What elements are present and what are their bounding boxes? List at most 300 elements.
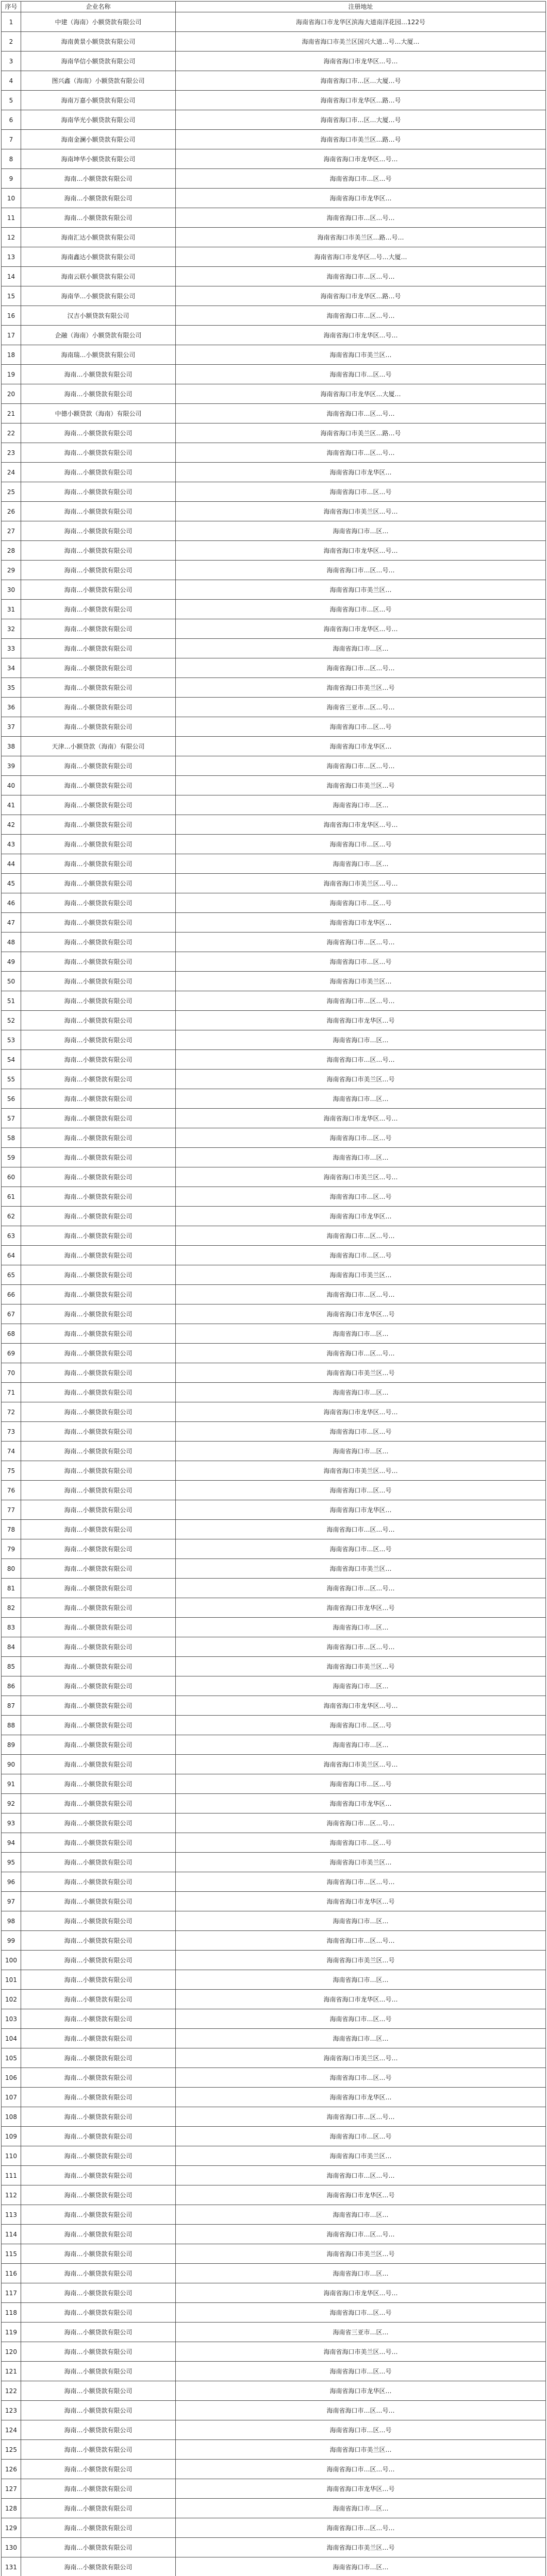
table-row (2, 1755, 546, 1774)
registered-address: 海南省海口市龙华区…路…号 (176, 91, 546, 110)
row-index: 39 (2, 756, 21, 776)
row-index: 101 (2, 1970, 21, 1990)
company-name: 海南…小额贷款有限公司 (21, 1285, 176, 1304)
registered-address: 海南省海口市…区…号 (176, 1833, 546, 1853)
company-name: 海南…小额贷款有限公司 (21, 776, 176, 795)
table-row (2, 208, 546, 228)
table-row (2, 169, 546, 189)
table-row (2, 2557, 546, 2576)
company-name: 海南…小额贷款有限公司 (21, 1931, 176, 1951)
table-row (2, 2283, 546, 2303)
company-name: 海南…小额贷款有限公司 (21, 1579, 176, 1598)
company-name: 海南…小额贷款有限公司 (21, 1657, 176, 1676)
row-index: 130 (2, 2538, 21, 2557)
row-index: 72 (2, 1402, 21, 1422)
table-row (2, 1735, 546, 1755)
row-index: 110 (2, 2146, 21, 2166)
company-name: 海南…小额贷款有限公司 (21, 463, 176, 482)
table-row (2, 835, 546, 854)
company-name: 海南…小额贷款有限公司 (21, 1187, 176, 1207)
registered-address: 海南省海口市美兰区… (176, 972, 546, 991)
registered-address: 海南省海口市龙华区…号… (176, 1696, 546, 1716)
row-index: 98 (2, 1911, 21, 1931)
registered-address: 海南省海口市龙华区…号… (176, 815, 546, 835)
table-row (2, 737, 546, 756)
table-row (2, 2088, 546, 2107)
company-name: 海南…小额贷款有限公司 (21, 1755, 176, 1774)
table-header (2, 2, 546, 12)
table-row (2, 228, 546, 247)
registered-address: 海南省海口市…区…大厦…号 (176, 110, 546, 130)
registered-address: 海南省海口市美兰区…路…号 (176, 130, 546, 149)
registered-address: 海南省海口市美兰区…号 (176, 1657, 546, 1676)
row-index: 45 (2, 874, 21, 893)
company-name: 海南…小额贷款有限公司 (21, 1461, 176, 1481)
company-name: 海南…小额贷款有限公司 (21, 678, 176, 698)
registered-address: 海南省海口市美兰区…号 (176, 776, 546, 795)
registered-address: 海南省海口市…区…号 (176, 2420, 546, 2440)
registered-address: 海南省海口市…区… (176, 1911, 546, 1931)
table-row (2, 2420, 546, 2440)
table-row (2, 2440, 546, 2460)
table-row (2, 91, 546, 110)
row-index: 23 (2, 443, 21, 463)
registered-address: 海南省海口市…区…号… (176, 1520, 546, 1539)
company-name: 海南…小额贷款有限公司 (21, 1070, 176, 1089)
row-index: 16 (2, 306, 21, 326)
row-index: 90 (2, 1755, 21, 1774)
row-index: 61 (2, 1187, 21, 1207)
company-name: 海南…小额贷款有限公司 (21, 2029, 176, 2048)
registered-address: 海南省海口市美兰区…号… (176, 1755, 546, 1774)
row-index: 68 (2, 1324, 21, 1344)
company-name: 海南…小额贷款有限公司 (21, 1696, 176, 1716)
registered-address: 海南省海口市…区…号… (176, 1637, 546, 1657)
row-index: 36 (2, 698, 21, 717)
company-name: 海南…小额贷款有限公司 (21, 2381, 176, 2401)
registered-address: 海南省海口市…区…号 (176, 169, 546, 189)
registered-address: 海南省海口市美兰区… (176, 580, 546, 600)
registered-address: 海南省海口市美兰区…号… (176, 1461, 546, 1481)
company-name: 海南…小额贷款有限公司 (21, 580, 176, 600)
row-index: 26 (2, 502, 21, 521)
row-index: 40 (2, 776, 21, 795)
row-index: 29 (2, 561, 21, 580)
registered-address: 海南省海口市美兰区…号 (176, 2244, 546, 2264)
row-index: 63 (2, 1226, 21, 1246)
row-index: 113 (2, 2205, 21, 2225)
row-index: 37 (2, 717, 21, 737)
row-index: 46 (2, 893, 21, 913)
registered-address: 海南省海口市…区… (176, 1383, 546, 1402)
table-row (2, 1050, 546, 1070)
table-row (2, 1011, 546, 1030)
company-name: 海南…小额贷款有限公司 (21, 2538, 176, 2557)
row-index: 131 (2, 2557, 21, 2576)
header-company-name: 企业名称 (21, 2, 176, 12)
row-index: 30 (2, 580, 21, 600)
registered-address: 海南省海口市美兰区…号… (176, 2048, 546, 2068)
row-index: 86 (2, 1676, 21, 1696)
table-row (2, 2048, 546, 2068)
registered-address: 海南省海口市…区… (176, 1970, 546, 1990)
row-index: 33 (2, 639, 21, 658)
registered-address: 海南省海口市…区…号 (176, 600, 546, 619)
row-index: 103 (2, 2009, 21, 2029)
table-row (2, 1481, 546, 1500)
registered-address: 海南省海口市龙华区… (176, 737, 546, 756)
row-index: 6 (2, 110, 21, 130)
row-index: 19 (2, 365, 21, 384)
company-name: 海南…小额贷款有限公司 (21, 913, 176, 933)
table-row (2, 2342, 546, 2362)
registered-address: 海南省海口市…区…号… (176, 2107, 546, 2127)
table-row (2, 854, 546, 874)
company-name: 企融（海南）小额贷款有限公司 (21, 326, 176, 345)
registered-address: 海南省海口市…区… (176, 1148, 546, 1167)
company-name: 海南…小额贷款有限公司 (21, 2362, 176, 2381)
company-name: 海南…小额贷款有限公司 (21, 1383, 176, 1402)
registered-address: 海南省海口市…区…号… (176, 991, 546, 1011)
company-name: 海南坤华小额贷款有限公司 (21, 149, 176, 169)
registered-address: 海南省海口市…区… (176, 2205, 546, 2225)
company-name: 海南…小额贷款有限公司 (21, 2342, 176, 2362)
table-row (2, 365, 546, 384)
row-index: 35 (2, 678, 21, 698)
table-row (2, 1030, 546, 1050)
table-row (2, 1089, 546, 1109)
row-index: 41 (2, 795, 21, 815)
table-row (2, 1461, 546, 1481)
row-index: 14 (2, 267, 21, 286)
row-index: 123 (2, 2401, 21, 2420)
table-row (2, 1676, 546, 1696)
table-row (2, 2499, 546, 2518)
row-index: 62 (2, 1207, 21, 1226)
row-index: 122 (2, 2381, 21, 2401)
table-row (2, 1892, 546, 1911)
company-name: 海南…小额贷款有限公司 (21, 1774, 176, 1794)
company-name: 海南…小额贷款有限公司 (21, 1911, 176, 1931)
table-row (2, 1226, 546, 1246)
row-index: 88 (2, 1716, 21, 1735)
table-row (2, 1500, 546, 1520)
row-index: 50 (2, 972, 21, 991)
table-row (2, 874, 546, 893)
table-row (2, 639, 546, 658)
table-row (2, 913, 546, 933)
company-name: 海南…小额贷款有限公司 (21, 1637, 176, 1657)
row-index: 67 (2, 1304, 21, 1324)
registered-address: 海南省海口市美兰区…号… (176, 874, 546, 893)
table-row (2, 1696, 546, 1716)
registered-address: 海南省海口市美兰区…号 (176, 678, 546, 698)
registered-address: 海南省海口市…区…号 (176, 2068, 546, 2088)
row-index: 112 (2, 2185, 21, 2205)
registered-address: 海南省海口市…区… (176, 1442, 546, 1461)
company-name: 海南…小额贷款有限公司 (21, 1794, 176, 1814)
company-name: 海南云联小额贷款有限公司 (21, 267, 176, 286)
company-name: 海南…小额贷款有限公司 (21, 541, 176, 561)
company-name: 天津…小额贷款（海南）有限公司 (21, 737, 176, 756)
registered-address: 海南省海口市美兰区… (176, 1853, 546, 1872)
table-row (2, 619, 546, 639)
registered-address: 海南省海口市龙华区…号 (176, 1304, 546, 1324)
row-index: 10 (2, 189, 21, 208)
company-name: 海南万嘉小额贷款有限公司 (21, 91, 176, 110)
registered-address: 海南省海口市…区…号 (176, 1128, 546, 1148)
row-index: 44 (2, 854, 21, 874)
registered-address: 海南省海口市…区…号 (176, 1774, 546, 1794)
table-row (2, 1344, 546, 1363)
registered-address: 海南省海口市龙华区滨海大道南洋花园…122号 (176, 12, 546, 32)
row-index: 60 (2, 1167, 21, 1187)
table-row (2, 756, 546, 776)
row-index: 69 (2, 1344, 21, 1363)
company-name: 海南…小额贷款有限公司 (21, 1676, 176, 1696)
table-row (2, 326, 546, 345)
row-index: 74 (2, 1442, 21, 1461)
company-name: 海南…小额贷款有限公司 (21, 208, 176, 228)
registered-address: 海南省海口市龙华区… (176, 913, 546, 933)
registered-address: 海南省海口市龙华区…号 (176, 2185, 546, 2205)
company-name: 海南…小额贷款有限公司 (21, 1853, 176, 1872)
registered-address: 海南省海口市…区…号… (176, 658, 546, 678)
table-row (2, 2264, 546, 2283)
row-index: 104 (2, 2029, 21, 2048)
row-index: 94 (2, 1833, 21, 1853)
company-name: 海南…小额贷款有限公司 (21, 600, 176, 619)
row-index: 124 (2, 2420, 21, 2440)
table-row (2, 267, 546, 286)
row-index: 27 (2, 521, 21, 541)
row-index: 105 (2, 2048, 21, 2068)
registered-address: 海南省海口市…区…号 (176, 2009, 546, 2029)
row-index: 77 (2, 1500, 21, 1520)
company-name: 海南…小额贷款有限公司 (21, 2303, 176, 2323)
table-row (2, 110, 546, 130)
table-row (2, 972, 546, 991)
registered-address: 海南省海口市美兰区…号… (176, 1167, 546, 1187)
registered-address: 海南省海口市美兰区国兴大道…号…大厦… (176, 32, 546, 52)
company-name: 海南…小额贷款有限公司 (21, 1324, 176, 1344)
company-name: 海南…小额贷款有限公司 (21, 189, 176, 208)
registered-address: 海南省海口市…区…号… (176, 404, 546, 423)
company-name: 海南…小额贷款有限公司 (21, 2283, 176, 2303)
company-name: 海南…小额贷款有限公司 (21, 2225, 176, 2244)
registered-address: 海南省海口市…区…号 (176, 1187, 546, 1207)
registered-address: 海南省海口市…区…号 (176, 365, 546, 384)
company-name: 海南…小额贷款有限公司 (21, 2107, 176, 2127)
row-index: 108 (2, 2107, 21, 2127)
registered-address: 海南省海口市…区…号 (176, 1481, 546, 1500)
company-name: 海南华…小额贷款有限公司 (21, 286, 176, 306)
table-row (2, 2205, 546, 2225)
row-index: 126 (2, 2460, 21, 2479)
company-name: 海南…小额贷款有限公司 (21, 698, 176, 717)
registered-address: 海南省海口市美兰区… (176, 2146, 546, 2166)
company-name: 海南…小额贷款有限公司 (21, 2127, 176, 2146)
table-row (2, 443, 546, 463)
company-name: 海南…小额贷款有限公司 (21, 1128, 176, 1148)
table-row (2, 1911, 546, 1931)
registered-address: 海南省海口市…区… (176, 639, 546, 658)
row-index: 38 (2, 737, 21, 756)
company-name: 海南…小额贷款有限公司 (21, 1011, 176, 1030)
table-row (2, 1716, 546, 1735)
company-name: 海南…小额贷款有限公司 (21, 2088, 176, 2107)
table-row (2, 1207, 546, 1226)
registered-address: 海南省海口市…区…号 (176, 835, 546, 854)
row-index: 20 (2, 384, 21, 404)
registered-address: 海南省海口市…区… (176, 521, 546, 541)
row-index: 3 (2, 52, 21, 71)
table-row (2, 717, 546, 737)
company-name: 海南…小额贷款有限公司 (21, 1990, 176, 2009)
company-name: 图兴鑫（海南）小额贷款有限公司 (21, 71, 176, 91)
table-row (2, 1187, 546, 1207)
row-index: 31 (2, 600, 21, 619)
table-row (2, 52, 546, 71)
registered-address: 海南省海口市…区… (176, 854, 546, 874)
registered-address: 海南省海口市龙华区…号…大厦… (176, 247, 546, 267)
table-row (2, 2185, 546, 2205)
table-row (2, 795, 546, 815)
company-name: 海南…小额贷款有限公司 (21, 874, 176, 893)
company-name: 海南…小额贷款有限公司 (21, 972, 176, 991)
registered-address: 海南省海口市…区…号… (176, 933, 546, 952)
row-index: 95 (2, 1853, 21, 1872)
registered-address: 海南省海口市…区…号… (176, 1050, 546, 1070)
row-index: 115 (2, 2244, 21, 2264)
table-row (2, 2460, 546, 2479)
table-row (2, 1872, 546, 1892)
registered-address: 海南省海口市龙华区…号 (176, 1598, 546, 1618)
company-name: 海南…小额贷款有限公司 (21, 2166, 176, 2185)
company-name: 中德小额贷款（海南）有限公司 (21, 404, 176, 423)
company-name: 海南…小额贷款有限公司 (21, 835, 176, 854)
company-name: 海南…小额贷款有限公司 (21, 1402, 176, 1422)
row-index: 87 (2, 1696, 21, 1716)
company-name: 海南…小额贷款有限公司 (21, 952, 176, 972)
company-name: 海南…小额贷款有限公司 (21, 2420, 176, 2440)
registered-address: 海南省海口市…区…号… (176, 443, 546, 463)
table-row (2, 600, 546, 619)
row-index: 93 (2, 1814, 21, 1833)
table-row (2, 306, 546, 326)
table-row (2, 1970, 546, 1990)
company-name: 海南…小额贷款有限公司 (21, 2205, 176, 2225)
company-name: 海南…小额贷款有限公司 (21, 1030, 176, 1050)
company-name: 海南…小额贷款有限公司 (21, 1167, 176, 1187)
row-index: 49 (2, 952, 21, 972)
registered-address: 海南省海口市龙华区… (176, 463, 546, 482)
registered-address: 海南省海口市龙华区…号… (176, 326, 546, 345)
registered-address: 海南省海口市…区…号 (176, 1539, 546, 1559)
company-name: 海南…小额贷款有限公司 (21, 2264, 176, 2283)
company-name: 海南…小额贷款有限公司 (21, 1735, 176, 1755)
registered-address: 海南省海口市…区…号 (176, 1422, 546, 1442)
registered-address: 海南省海口市美兰区…路…号… (176, 228, 546, 247)
table-row (2, 2518, 546, 2538)
table-row (2, 1402, 546, 1422)
registered-address: 海南省海口市龙华区…号… (176, 1402, 546, 1422)
row-index: 100 (2, 1951, 21, 1970)
registered-address: 海南省海口市…区… (176, 1676, 546, 1696)
row-index: 55 (2, 1070, 21, 1089)
table-row (2, 698, 546, 717)
row-index: 79 (2, 1539, 21, 1559)
table-row (2, 1853, 546, 1872)
row-index: 96 (2, 1872, 21, 1892)
table-row (2, 658, 546, 678)
company-name: 海南瑞…小额贷款有限公司 (21, 345, 176, 365)
company-name: 海南…小额贷款有限公司 (21, 1892, 176, 1911)
table-row (2, 1520, 546, 1539)
registered-address: 海南省海口市…区… (176, 795, 546, 815)
row-index: 81 (2, 1579, 21, 1598)
company-name: 海南…小额贷款有限公司 (21, 1539, 176, 1559)
registered-address: 海南省海口市龙华区…号 (176, 2479, 546, 2499)
registered-address: 海南省海口市龙华区… (176, 1207, 546, 1226)
row-index: 76 (2, 1481, 21, 1500)
table-row (2, 2107, 546, 2127)
company-name: 海南…小额贷款有限公司 (21, 443, 176, 463)
table-row (2, 1148, 546, 1167)
company-name: 海南…小额贷款有限公司 (21, 991, 176, 1011)
row-index: 57 (2, 1109, 21, 1128)
row-index: 43 (2, 835, 21, 854)
row-index: 22 (2, 423, 21, 443)
registered-address: 海南省海口市…区…号… (176, 756, 546, 776)
table-row (2, 1324, 546, 1344)
table-row (2, 1931, 546, 1951)
row-index: 114 (2, 2225, 21, 2244)
row-index: 117 (2, 2283, 21, 2303)
table-row (2, 2479, 546, 2499)
table-row (2, 2401, 546, 2420)
row-index: 32 (2, 619, 21, 639)
row-index: 7 (2, 130, 21, 149)
row-index: 64 (2, 1246, 21, 1265)
row-index: 73 (2, 1422, 21, 1442)
table-row (2, 1951, 546, 1970)
company-name: 海南…小额贷款有限公司 (21, 502, 176, 521)
registered-address: 海南省海口市龙华区… (176, 1794, 546, 1814)
row-index: 42 (2, 815, 21, 835)
table-row (2, 2029, 546, 2048)
registered-address: 海南省海口市美兰区…号 (176, 1070, 546, 1089)
row-index: 75 (2, 1461, 21, 1481)
table-row (2, 2244, 546, 2264)
company-name: 海南…小额贷款有限公司 (21, 1951, 176, 1970)
registered-address: 海南省海口市美兰区…号 (176, 1363, 546, 1383)
registered-address: 海南省海口市…区…大厦…号 (176, 71, 546, 91)
registered-address: 海南省海口市…区… (176, 1735, 546, 1755)
company-name: 海南…小额贷款有限公司 (21, 933, 176, 952)
company-name: 海南…小额贷款有限公司 (21, 2401, 176, 2420)
registered-address: 海南省海口市美兰区…号 (176, 1951, 546, 1970)
registered-address: 海南省海口市…区… (176, 1618, 546, 1637)
row-index: 11 (2, 208, 21, 228)
row-index: 97 (2, 1892, 21, 1911)
table-row (2, 1833, 546, 1853)
row-index: 82 (2, 1598, 21, 1618)
company-name: 海南…小额贷款有限公司 (21, 2557, 176, 2576)
table-row (2, 247, 546, 267)
row-index: 66 (2, 1285, 21, 1304)
company-name: 海南…小额贷款有限公司 (21, 2009, 176, 2029)
